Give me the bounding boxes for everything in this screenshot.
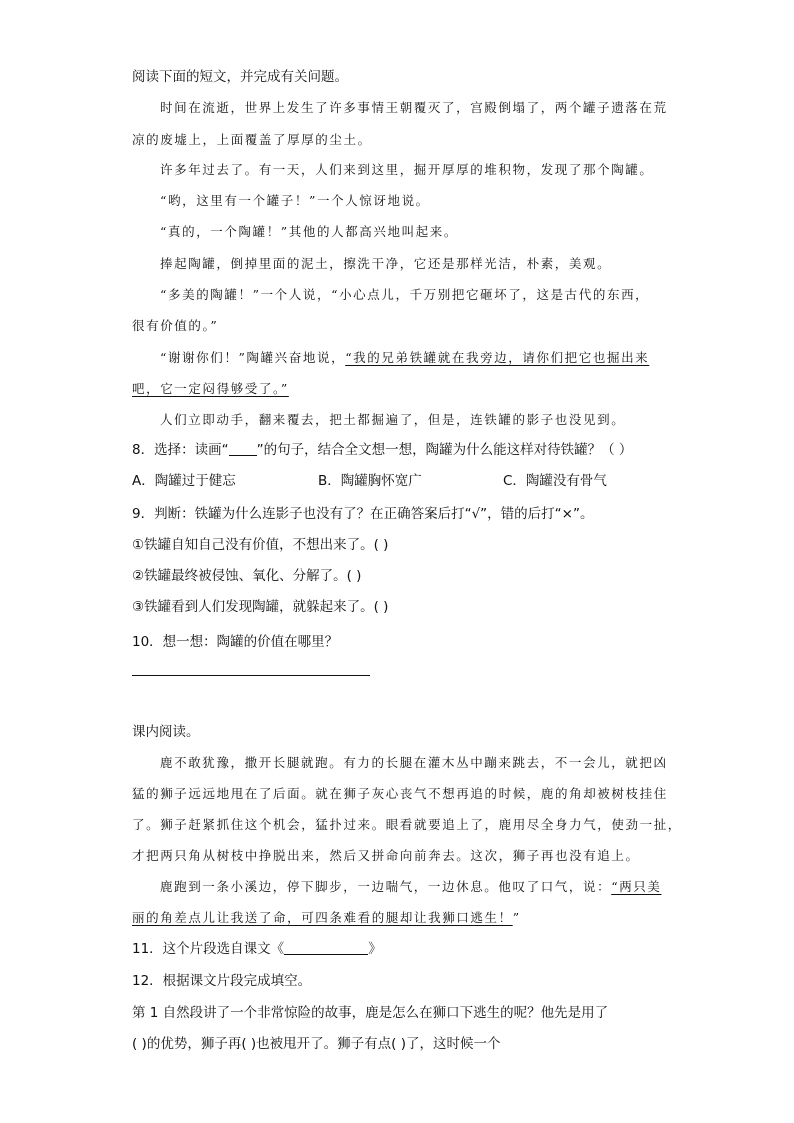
passage2-underlined-sentence-end: 丽的角差点儿让我送了命，可四条难看的腿却让我狮口逃生！ bbox=[132, 910, 513, 925]
question-11: 11．这个片段选自课文《 》 bbox=[132, 941, 382, 957]
q8-option-b: B．陶罐胸怀宽广 bbox=[318, 473, 422, 489]
passage2-p1b: 猛的狮子远远地甩在了后面。就在狮子灰心丧气不想再追的时候，鹿的角却被树枝挂住 bbox=[132, 786, 668, 801]
q9-item-1: ①铁罐自知自己没有价值，不想出来了。( ) bbox=[132, 537, 389, 553]
q12-text-a: 第 1 自然段讲了一个非常惊险的故事，鹿是怎么在狮口下逃生的呢？他先是用了 bbox=[132, 1005, 609, 1021]
passage1-p7b bbox=[132, 379, 289, 399]
q11-answer-blank[interactable] bbox=[284, 940, 368, 955]
passage1-p6b: 很有价值的。” bbox=[132, 318, 219, 333]
passage2-p1c: 了。狮子赶紧抓住这个机会，猛扑过来。眼看就要追上了，鹿用尽全身力气，使劲一扯， bbox=[132, 817, 682, 832]
passage2-p2b: 丽的角差点儿让我送了命，可四条难看的腿却让我狮口逃生！” bbox=[132, 910, 521, 925]
passage2-p1a: 鹿不敢犹豫，撒开长腿就跑。有力的长腿在灌木丛中蹦来跳去，不一会儿，就把凶 bbox=[160, 755, 668, 770]
passage2-p2a: 鹿跑到一条小溪边，停下脚步，一边喘气，一边休息。他叹了口气，说：“两只美 bbox=[160, 879, 662, 894]
passage1-p5: 捧起陶罐，倒掉里面的泥土，擦洗干净，它还是那样光洁，朴素，美观。 bbox=[160, 256, 612, 271]
passage1-p8: 人们立即动手，翻来覆去，把土都掘遍了，但是，连铁罐的影子也没见到。 bbox=[160, 412, 626, 427]
q8-option-a: A．陶罐过于健忘 bbox=[132, 473, 236, 489]
passage1-p3: “哟，这里有一个罐子！”一个人惊讶地说。 bbox=[160, 193, 430, 208]
question-9: 9．判断：铁罐为什么连影子也没有了？在正确答案后打“√”，错的后打“×”。 bbox=[132, 506, 594, 522]
q8-underline-mark bbox=[229, 441, 257, 456]
passage2-p1d: 才把两只角从树枝中挣脱出来，然后又拼命向前奔去。这次，狮子再也没有追上。 bbox=[132, 848, 640, 863]
passage1-p7a bbox=[160, 348, 649, 368]
section2-intro: 课内阅读。 bbox=[132, 724, 200, 740]
passage1-p1a: 时间在流逝，世界上发生了许多事情王朝覆灭了，宫殿倒塌了，两个罐子遗落在荒 bbox=[160, 100, 668, 115]
passage1-p4: “真的，一个陶罐！”其他的人都高兴地叫起来。 bbox=[160, 224, 458, 239]
q10-answer-line[interactable] bbox=[132, 675, 370, 676]
section1-intro: 阅读下面的短文，并完成有关问题。 bbox=[132, 69, 348, 85]
q9-item-2: ②铁罐最终被侵蚀、氧化、分解了。( ) bbox=[132, 568, 362, 584]
passage1-p1b: 凉的废墟上，上面覆盖了厚厚的尘土。 bbox=[132, 132, 372, 147]
question-8: 8．选择：读画“ ”的句子，结合全文想一想，陶罐为什么能这样对待铁罐？（ ） bbox=[132, 442, 633, 458]
passage1-p6a: “多美的陶罐！”一个人说，“小心点儿，千万别把它砸坏了，这是古代的东西， bbox=[160, 287, 650, 302]
q8-option-c: C．陶罐没有骨气 bbox=[503, 473, 607, 489]
passage2-underlined-sentence: “两只美 bbox=[611, 879, 662, 894]
question-10: 10．想一想：陶罐的价值在哪里？ bbox=[132, 634, 339, 650]
question-12: 12．根据课文片段完成填空。 bbox=[132, 973, 312, 989]
passage1-underlined-sentence-end: 吧，它一定闷得够受了。” bbox=[132, 381, 289, 396]
q9-item-3: ③铁罐看到人们发现陶罐，就躲起来了。( ) bbox=[132, 599, 389, 615]
passage1-p7a-plain: “谢谢你们！”陶罐兴奋地说， bbox=[160, 350, 346, 365]
passage1-p2: 许多年过去了。有一天，人们来到这里，掘开厚厚的堆积物，发现了那个陶罐。 bbox=[160, 162, 654, 177]
passage1-underlined-sentence: “我的兄弟铁罐就在我旁边，请你们把它也掘出来 bbox=[345, 350, 650, 365]
q12-text-b: ( )的优势，狮子再( )也被甩开了。狮子有点( )了，这时候一个 bbox=[132, 1036, 501, 1052]
